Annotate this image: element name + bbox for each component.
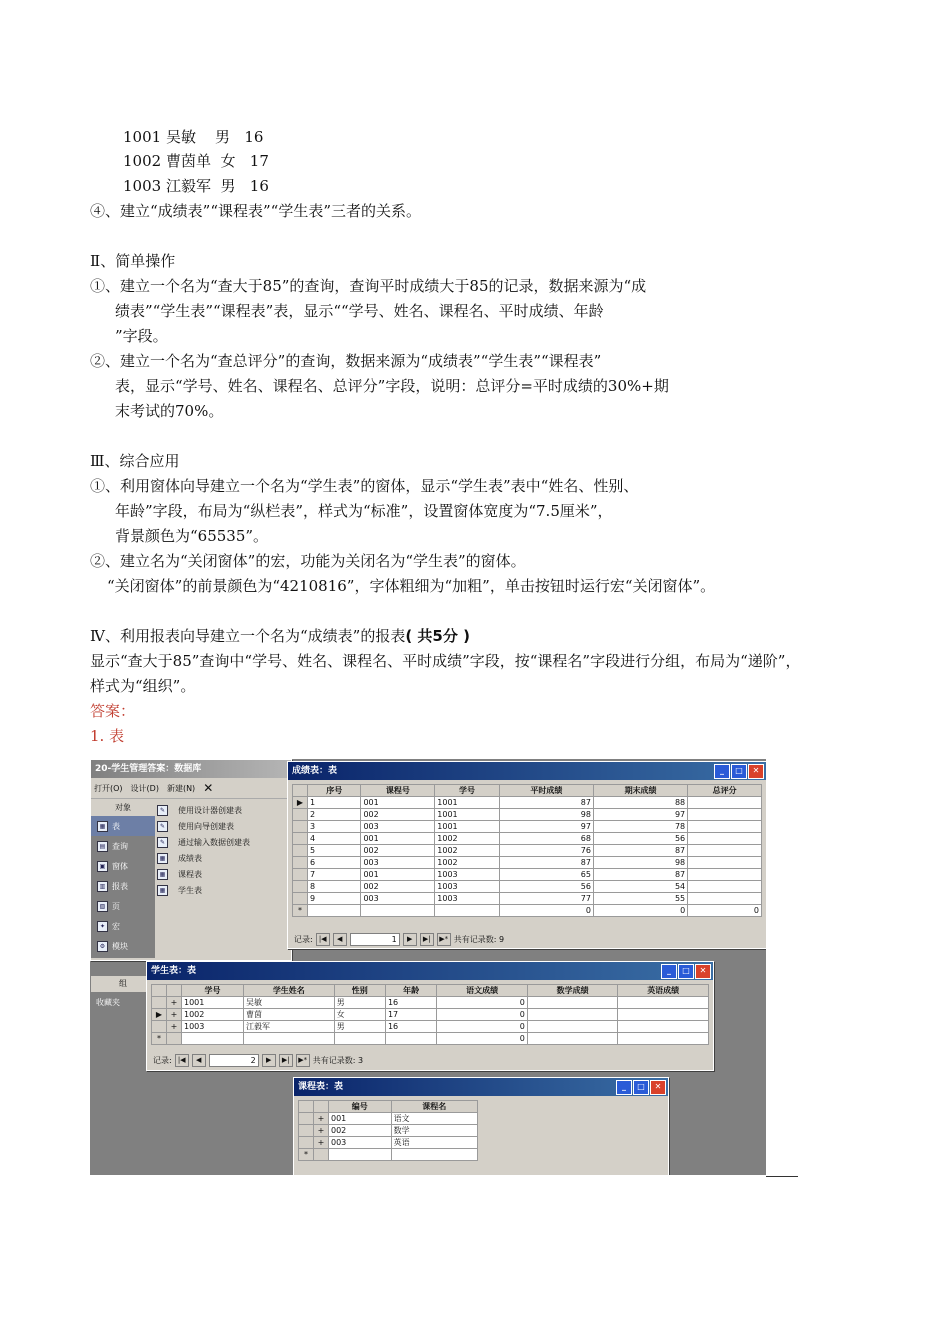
nav-label: 记录: — [153, 1055, 172, 1065]
table-cell[interactable]: 98 — [499, 809, 593, 821]
close-button[interactable]: ✕ — [748, 764, 764, 779]
list-item-label: 使用设计器创建表 — [178, 805, 242, 815]
row-selector-header[interactable] — [293, 785, 308, 797]
new-record-button[interactable]: ▶* — [296, 1054, 310, 1067]
column-header[interactable]: 课程名 — [391, 1101, 477, 1113]
table-cell[interactable] — [329, 1149, 392, 1161]
table-cell[interactable]: 003 — [361, 893, 435, 905]
table-cell[interactable] — [688, 869, 762, 881]
table-cell[interactable] — [435, 905, 500, 917]
table-cell[interactable]: 002 — [329, 1125, 392, 1137]
scores-title-text: 成绩表：表 — [292, 766, 338, 776]
design-button[interactable]: 设计(D) — [130, 783, 159, 793]
favorites-label: 收藏夹 — [96, 998, 120, 1007]
table-cell[interactable]: 4 — [308, 833, 361, 845]
table-cell[interactable] — [361, 905, 435, 917]
expand-icon[interactable]: + — [314, 1113, 329, 1125]
table-cell[interactable]: 55 — [593, 893, 687, 905]
list-item[interactable] — [157, 850, 289, 866]
doc-line: ①、建立一个名为“查大于85”的查询，查询平时成绩大于85的记录，数据来源为“成 — [90, 277, 647, 295]
table-cell[interactable]: 1002 — [435, 845, 500, 857]
table-cell[interactable]: 1002 — [182, 1009, 244, 1021]
table-cell[interactable] — [334, 1033, 385, 1045]
database-title-text: 20-学生管理答案：数据库 — [95, 764, 202, 774]
expand-header — [314, 1101, 329, 1113]
section-heading: Ⅲ、综合应用 — [90, 452, 180, 470]
table-cell[interactable]: 0 — [593, 905, 687, 917]
row-selector[interactable] — [299, 1125, 314, 1137]
objects-item-label: 查询 — [112, 841, 128, 851]
objects-tables[interactable] — [91, 816, 155, 836]
courses-table-window — [293, 1077, 669, 1175]
table-cell[interactable] — [618, 1021, 709, 1033]
row-selector[interactable]: ▶ — [293, 797, 308, 809]
row-selector[interactable] — [152, 997, 167, 1009]
database-window-title — [91, 760, 291, 778]
objects-item-label: 宏 — [112, 921, 120, 931]
table-cell[interactable]: 0 — [437, 997, 528, 1009]
table-cell[interactable]: 0 — [437, 1021, 528, 1033]
table-cell[interactable]: 001 — [361, 869, 435, 881]
last-record-button[interactable]: ▶| — [420, 933, 434, 946]
next-record-button[interactable]: ▶ — [403, 933, 417, 946]
table-row[interactable] — [293, 881, 762, 893]
column-header[interactable]: 英语成绩 — [618, 985, 709, 997]
table-cell[interactable] — [688, 893, 762, 905]
table-cell[interactable]: 98 — [593, 857, 687, 869]
table-row[interactable] — [152, 1021, 709, 1033]
table-cell[interactable] — [308, 905, 361, 917]
column-header[interactable]: 语文成绩 — [437, 985, 528, 997]
table-cell[interactable]: 曹茵 — [244, 1009, 335, 1021]
doc-line: 样式为“组织”。 — [90, 677, 196, 695]
table-icon: ▦ — [157, 853, 168, 864]
students-grid — [151, 984, 709, 1045]
section-heading: Ⅱ、简单操作 — [90, 252, 176, 270]
table-cell[interactable]: 56 — [593, 833, 687, 845]
row-selector[interactable] — [293, 893, 308, 905]
column-header[interactable]: 年龄 — [385, 985, 436, 997]
record-number-field[interactable]: 1 — [350, 933, 400, 946]
doc-line: ①、利用窗体向导建立一个名为“学生表”的窗体，显示“学生表”表中“姓名、性别、 — [90, 477, 639, 495]
doc-line: 年龄”字段，布局为“纵栏表”，样式为“标准”，设置窗体宽度为“7.5厘米”， — [115, 502, 613, 520]
column-header[interactable]: 性别 — [334, 985, 385, 997]
expand-icon[interactable]: + — [314, 1125, 329, 1137]
column-header[interactable]: 学生姓名 — [244, 985, 335, 997]
table-cell[interactable]: 英语 — [391, 1137, 477, 1149]
table-cell[interactable] — [688, 821, 762, 833]
doc-line: “关闭窗体”的前景颜色为“4210816”，字体粗细为“加粗”，单击按钮时运行宏“关闭窗体”。 — [107, 577, 716, 595]
objects-item-label: 页 — [112, 901, 120, 911]
row-selector[interactable]: * — [299, 1149, 314, 1161]
column-header[interactable]: 课程号 — [361, 785, 435, 797]
doc-line: ②、建立名为“关闭窗体”的宏，功能为关闭名为“学生表”的窗体。 — [90, 552, 526, 570]
score-note: ( 共5分 ) — [405, 627, 470, 645]
table-cell[interactable]: 1003 — [182, 1021, 244, 1033]
row-selector[interactable] — [293, 833, 308, 845]
table-cell[interactable]: 1001 — [435, 821, 500, 833]
table-cell[interactable]: 78 — [593, 821, 687, 833]
doc-line: 1001 吴敏 男 16 — [123, 128, 264, 146]
table-cell[interactable]: 数学 — [391, 1125, 477, 1137]
table-cell[interactable] — [618, 1033, 709, 1045]
table-cell[interactable] — [182, 1033, 244, 1045]
row-selector[interactable] — [299, 1137, 314, 1149]
table-cell[interactable] — [688, 845, 762, 857]
list-item[interactable] — [157, 882, 289, 898]
wizard-icon: ✎ — [157, 805, 168, 816]
table-cell[interactable]: 87 — [593, 845, 687, 857]
table-cell[interactable]: 0 — [499, 905, 593, 917]
objects-item-label: 报表 — [112, 881, 128, 891]
table-row[interactable] — [293, 905, 762, 917]
table-cell[interactable] — [688, 881, 762, 893]
record-count: 共有记录数: 3 — [312, 1055, 364, 1065]
row-selector[interactable] — [293, 809, 308, 821]
table-cell[interactable]: 1 — [308, 797, 361, 809]
table-cell[interactable]: 江毅军 — [244, 1021, 335, 1033]
maximize-button[interactable]: □ — [633, 1080, 649, 1095]
form-icon: ▣ — [97, 861, 108, 872]
objects-item-label: 模块 — [112, 941, 128, 951]
objects-item-label: 窗体 — [112, 861, 128, 871]
doc-line: 末考试的70%。 — [115, 402, 224, 420]
expand-icon[interactable]: + — [167, 1009, 182, 1021]
table-cell[interactable]: 001 — [361, 797, 435, 809]
section-heading — [90, 626, 470, 646]
close-button[interactable]: ✕ — [650, 1080, 666, 1095]
prev-record-button[interactable]: ◀ — [333, 933, 347, 946]
table-cell[interactable]: 1002 — [435, 833, 500, 845]
table-cell[interactable] — [527, 1021, 618, 1033]
next-record-button[interactable]: ▶ — [262, 1054, 276, 1067]
delete-icon[interactable]: ✕ — [203, 781, 214, 795]
minimize-button[interactable]: _ — [661, 964, 677, 979]
table-cell[interactable] — [527, 1033, 618, 1045]
list-item[interactable] — [157, 834, 289, 850]
first-record-button[interactable]: |◀ — [316, 933, 330, 946]
table-cell[interactable]: 17 — [385, 1009, 436, 1021]
table-icon: ▦ — [97, 821, 108, 832]
row-selector[interactable] — [293, 881, 308, 893]
table-cell[interactable] — [688, 857, 762, 869]
objects-reports[interactable] — [91, 876, 155, 896]
row-selector[interactable] — [293, 845, 308, 857]
new-button[interactable]: 新建(N) — [166, 783, 196, 793]
students-table-window — [146, 961, 714, 1071]
students-title-text: 学生表：表 — [151, 966, 197, 976]
table-row[interactable] — [293, 833, 762, 845]
groups-header[interactable]: 组 — [91, 976, 155, 992]
table-cell[interactable]: 2 — [308, 809, 361, 821]
table-cell[interactable]: 1002 — [435, 857, 500, 869]
doc-line: 1003 江毅军 男 16 — [123, 177, 269, 195]
table-cell[interactable] — [385, 1033, 436, 1045]
table-cell[interactable]: 0 — [437, 1033, 528, 1045]
scores-grid — [292, 784, 762, 917]
table-row[interactable] — [293, 797, 762, 809]
table-cell[interactable]: 语文 — [391, 1113, 477, 1125]
table-cell[interactable] — [527, 1009, 618, 1021]
table-cell[interactable]: 1003 — [435, 893, 500, 905]
table-cell[interactable]: 1001 — [182, 997, 244, 1009]
table-cell[interactable]: 001 — [329, 1113, 392, 1125]
table-row[interactable] — [152, 1033, 709, 1045]
record-navigator — [153, 1052, 363, 1068]
objects-item-label: 表 — [112, 821, 120, 831]
expand-icon[interactable] — [314, 1149, 329, 1161]
doc-line: ②、建立一个名为“查总评分”的查询，数据来源为“成绩表”“学生表”“课程表” — [90, 352, 602, 370]
table-icon: ▦ — [157, 869, 168, 880]
objects-queries[interactable] — [91, 836, 155, 856]
table-cell[interactable]: 男 — [334, 997, 385, 1009]
table-cell[interactable]: 97 — [499, 821, 593, 833]
module-icon: ⚙ — [97, 941, 108, 952]
column-header[interactable]: 平时成绩 — [499, 785, 593, 797]
table-cell[interactable]: 002 — [361, 881, 435, 893]
list-item[interactable] — [157, 802, 289, 818]
table-cell[interactable]: 003 — [361, 821, 435, 833]
nav-label: 记录: — [294, 934, 313, 944]
list-item[interactable] — [157, 818, 289, 834]
minimize-button[interactable]: _ — [714, 764, 730, 779]
table-cell[interactable] — [688, 797, 762, 809]
objects-bar — [91, 800, 155, 958]
column-header[interactable]: 学号 — [182, 985, 244, 997]
table-row[interactable] — [152, 1009, 709, 1021]
doc-line: 显示“查大于85”查询中“学号、姓名、课程名、平时成绩”字段，按“课程名”字段进行分组，布局为“递阶”， — [90, 652, 801, 670]
table-cell[interactable]: 002 — [361, 809, 435, 821]
table-cell[interactable]: 8 — [308, 881, 361, 893]
table-cell[interactable]: 0 — [437, 1009, 528, 1021]
table-cell[interactable]: 65 — [499, 869, 593, 881]
courses-title-text: 课程表：表 — [298, 1082, 344, 1092]
wizard-icon: ✎ — [157, 821, 168, 832]
table-cell[interactable] — [244, 1033, 335, 1045]
list-item-label: 使用向导创建表 — [178, 821, 234, 831]
record-number-field[interactable]: 2 — [209, 1054, 259, 1067]
objects-header[interactable]: 对象 — [91, 800, 155, 816]
doc-line: ”字段。 — [115, 327, 168, 345]
doc-line: 表，显示“学号、姓名、课程名、总评分”字段，说明：总评分=平时成绩的30%+期 — [115, 377, 669, 395]
table-row[interactable] — [293, 821, 762, 833]
maximize-button[interactable]: □ — [678, 964, 694, 979]
table-cell[interactable]: 54 — [593, 881, 687, 893]
wizard-icon: ✎ — [157, 837, 168, 848]
table-row[interactable] — [293, 857, 762, 869]
table-cell[interactable]: 9 — [308, 893, 361, 905]
first-record-button[interactable]: |◀ — [175, 1054, 189, 1067]
column-header[interactable]: 学号 — [435, 785, 500, 797]
table-cell[interactable]: 5 — [308, 845, 361, 857]
doc-line: 绩表”“学生表”“课程表”表，显示““学号、姓名、课程名、平时成绩、年龄 — [115, 302, 604, 320]
row-selector[interactable] — [293, 869, 308, 881]
row-selector[interactable]: * — [152, 1033, 167, 1045]
row-selector-header[interactable] — [152, 985, 167, 997]
expand-icon[interactable]: + — [314, 1137, 329, 1149]
row-selector[interactable]: ▶ — [152, 1009, 167, 1021]
table-cell[interactable]: 3 — [308, 821, 361, 833]
column-header[interactable]: 总评分 — [688, 785, 762, 797]
section-text: Ⅳ、利用报表向导建立一个名为“成绩表”的报表 — [90, 627, 406, 645]
table-cell[interactable]: 76 — [499, 845, 593, 857]
open-button[interactable]: 打开(O) — [94, 783, 123, 793]
table-cell[interactable]: 1003 — [435, 869, 500, 881]
table-cell[interactable]: 002 — [361, 845, 435, 857]
students-window-title — [147, 962, 713, 980]
prev-record-button[interactable]: ◀ — [192, 1054, 206, 1067]
table-cell[interactable]: 003 — [361, 857, 435, 869]
table-cell[interactable] — [688, 833, 762, 845]
table-row[interactable] — [293, 869, 762, 881]
table-cell[interactable]: 77 — [499, 893, 593, 905]
record-count: 共有记录数: 9 — [453, 934, 505, 944]
divider — [766, 1176, 798, 1177]
table-row[interactable] — [293, 893, 762, 905]
column-header[interactable]: 序号 — [308, 785, 361, 797]
expand-icon[interactable]: + — [167, 1021, 182, 1033]
table-cell[interactable]: 16 — [385, 1021, 436, 1033]
table-cell[interactable]: 88 — [593, 797, 687, 809]
column-header[interactable]: 期末成绩 — [593, 785, 687, 797]
table-cell[interactable] — [688, 809, 762, 821]
table-cell[interactable]: 003 — [329, 1137, 392, 1149]
row-selector[interactable] — [152, 1021, 167, 1033]
table-cell[interactable]: 0 — [688, 905, 762, 917]
expand-icon[interactable] — [167, 1033, 182, 1045]
table-cell[interactable]: 87 — [593, 869, 687, 881]
row-selector[interactable] — [299, 1113, 314, 1125]
objects-macros[interactable] — [91, 916, 155, 936]
page-icon: ▧ — [97, 901, 108, 912]
table-cell[interactable]: 1003 — [435, 881, 500, 893]
table-cell[interactable] — [618, 997, 709, 1009]
answer-item: 1. 表 — [90, 727, 125, 745]
column-header[interactable]: 编号 — [329, 1101, 392, 1113]
list-item[interactable] — [157, 866, 289, 882]
row-selector-header[interactable] — [299, 1101, 314, 1113]
close-button[interactable]: ✕ — [695, 964, 711, 979]
table-row[interactable] — [293, 845, 762, 857]
table-cell[interactable]: 87 — [499, 857, 593, 869]
table-cell[interactable]: 87 — [499, 797, 593, 809]
record-navigator — [294, 931, 504, 947]
table-cell[interactable]: 7 — [308, 869, 361, 881]
row-selector[interactable] — [293, 821, 308, 833]
table-cell[interactable] — [391, 1149, 477, 1161]
scores-window-title — [288, 762, 766, 780]
new-record-button[interactable]: ▶* — [437, 933, 451, 946]
table-cell[interactable]: 1001 — [435, 809, 500, 821]
macro-icon: ✦ — [97, 921, 108, 932]
table-cell[interactable]: 6 — [308, 857, 361, 869]
access-screenshot — [90, 759, 766, 1175]
table-list — [157, 802, 289, 898]
row-selector[interactable] — [293, 857, 308, 869]
table-cell[interactable]: 68 — [499, 833, 593, 845]
table-row[interactable] — [299, 1113, 478, 1125]
table-row[interactable] — [152, 997, 709, 1009]
table-row[interactable] — [293, 809, 762, 821]
table-row[interactable] — [299, 1137, 478, 1149]
list-item-label: 成绩表 — [178, 853, 202, 863]
table-cell[interactable]: 男 — [334, 1021, 385, 1033]
table-cell[interactable]: 女 — [334, 1009, 385, 1021]
row-selector[interactable]: * — [293, 905, 308, 917]
courses-grid — [298, 1100, 478, 1161]
column-header[interactable]: 数学成绩 — [527, 985, 618, 997]
minimize-button[interactable]: _ — [616, 1080, 632, 1095]
table-cell[interactable] — [618, 1009, 709, 1021]
courses-window-title — [294, 1078, 668, 1096]
table-cell[interactable]: 16 — [385, 997, 436, 1009]
maximize-button[interactable]: □ — [731, 764, 747, 779]
table-cell[interactable]: 56 — [499, 881, 593, 893]
doc-line: ④、建立“成绩表”“课程表”“学生表”三者的关系。 — [90, 202, 422, 220]
table-cell[interactable]: 吴敏 — [244, 997, 335, 1009]
scores-table-window — [287, 761, 766, 949]
objects-pages[interactable] — [91, 896, 155, 916]
expand-icon[interactable]: + — [167, 997, 182, 1009]
table-cell[interactable]: 97 — [593, 809, 687, 821]
database-toolbar — [91, 778, 291, 799]
doc-line: 1002 曹茵单 女 17 — [123, 152, 269, 170]
table-row[interactable] — [299, 1149, 478, 1161]
last-record-button[interactable]: ▶| — [279, 1054, 293, 1067]
list-item-label: 学生表 — [178, 885, 202, 895]
objects-forms[interactable] — [91, 856, 155, 876]
table-cell[interactable]: 001 — [361, 833, 435, 845]
list-item-label: 课程表 — [178, 869, 202, 879]
objects-modules[interactable] — [91, 936, 155, 956]
expand-header — [167, 985, 182, 997]
table-icon: ▦ — [157, 885, 168, 896]
doc-line: 背景颜色为“65535”。 — [115, 527, 269, 545]
table-row[interactable] — [299, 1125, 478, 1137]
report-icon: ▥ — [97, 881, 108, 892]
table-cell[interactable]: 1001 — [435, 797, 500, 809]
list-item-label: 通过输入数据创建表 — [178, 837, 250, 847]
query-icon: ▤ — [97, 841, 108, 852]
answer-label: 答案： — [90, 702, 136, 720]
table-cell[interactable] — [527, 997, 618, 1009]
